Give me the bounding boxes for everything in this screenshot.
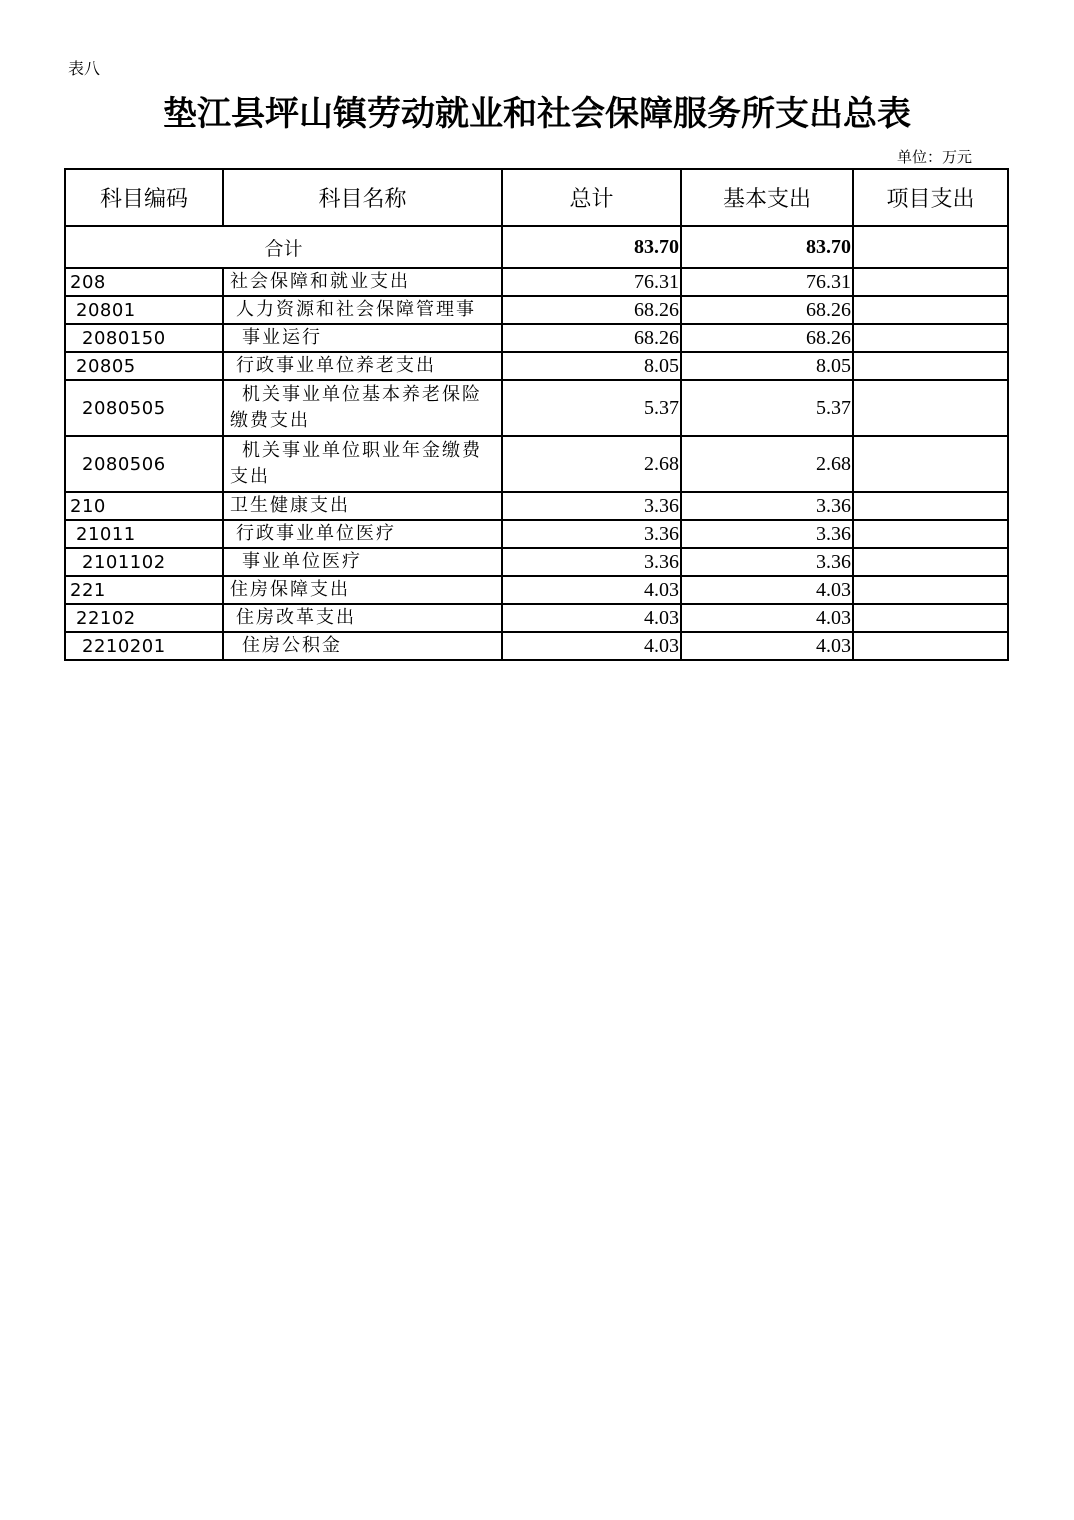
row-name: 社会保障和就业支出 [223, 268, 502, 296]
row-code: 20801 [65, 296, 223, 324]
row-code: 2210201 [65, 632, 223, 660]
header-code: 科目编码 [65, 169, 223, 226]
row-total: 2.68 [502, 436, 681, 492]
table-row [65, 324, 1008, 352]
total-row [65, 226, 1008, 268]
page-title: 垫江县坪山镇劳动就业和社会保障服务所支出总表 [163, 94, 911, 134]
row-code: 2080506 [65, 436, 223, 492]
table-row [65, 436, 1008, 492]
unit-label: 单位：万元 [896, 148, 972, 166]
row-code: 2080505 [65, 380, 223, 436]
header-basic: 基本支出 [681, 169, 853, 226]
row-name: 机关事业单位职业年金缴费支出 [223, 436, 502, 492]
table-row [65, 604, 1008, 632]
row-basic: 8.05 [681, 352, 853, 380]
row-total: 68.26 [502, 296, 681, 324]
total-label: 合计 [65, 226, 502, 268]
row-project [853, 296, 1008, 324]
row-name: 人力资源和社会保障管理事 [223, 296, 502, 324]
row-code: 208 [65, 268, 223, 296]
expenditure-table [64, 168, 1009, 661]
row-code: 2101102 [65, 548, 223, 576]
header-row [65, 169, 1008, 226]
row-project [853, 492, 1008, 520]
row-basic: 4.03 [681, 632, 853, 660]
row-project [853, 520, 1008, 548]
row-basic: 3.36 [681, 548, 853, 576]
table-row [65, 632, 1008, 660]
row-total: 4.03 [502, 604, 681, 632]
table-row [65, 268, 1008, 296]
row-name: 住房公积金 [223, 632, 502, 660]
row-name: 事业运行 [223, 324, 502, 352]
row-total: 5.37 [502, 380, 681, 436]
table-row [65, 520, 1008, 548]
row-total: 4.03 [502, 576, 681, 604]
row-name: 行政事业单位医疗 [223, 520, 502, 548]
row-project [853, 352, 1008, 380]
row-total: 3.36 [502, 548, 681, 576]
table-row [65, 380, 1008, 436]
row-total: 3.36 [502, 492, 681, 520]
row-total: 3.36 [502, 520, 681, 548]
row-name: 机关事业单位基本养老保险缴费支出 [223, 380, 502, 436]
row-project [853, 576, 1008, 604]
row-basic: 76.31 [681, 268, 853, 296]
table-row [65, 352, 1008, 380]
row-project [853, 436, 1008, 492]
row-code: 2080150 [65, 324, 223, 352]
row-project [853, 548, 1008, 576]
header-name: 科目名称 [223, 169, 502, 226]
row-project [853, 268, 1008, 296]
row-basic: 2.68 [681, 436, 853, 492]
row-total: 8.05 [502, 352, 681, 380]
header-project: 项目支出 [853, 169, 1008, 226]
table-row [65, 576, 1008, 604]
row-project [853, 632, 1008, 660]
row-code: 210 [65, 492, 223, 520]
table-number-label: 表八 [68, 59, 101, 78]
total-total: 83.70 [502, 226, 681, 268]
row-project [853, 380, 1008, 436]
row-basic: 5.37 [681, 380, 853, 436]
row-basic: 68.26 [681, 324, 853, 352]
row-basic: 4.03 [681, 576, 853, 604]
row-name: 事业单位医疗 [223, 548, 502, 576]
row-basic: 68.26 [681, 296, 853, 324]
row-total: 4.03 [502, 632, 681, 660]
row-name: 行政事业单位养老支出 [223, 352, 502, 380]
row-basic: 3.36 [681, 492, 853, 520]
row-name: 卫生健康支出 [223, 492, 502, 520]
row-code: 20805 [65, 352, 223, 380]
row-basic: 4.03 [681, 604, 853, 632]
row-code: 22102 [65, 604, 223, 632]
row-project [853, 324, 1008, 352]
row-basic: 3.36 [681, 520, 853, 548]
table-row [65, 492, 1008, 520]
total-basic: 83.70 [681, 226, 853, 268]
row-project [853, 604, 1008, 632]
row-name: 住房保障支出 [223, 576, 502, 604]
total-project [853, 226, 1008, 268]
table-row [65, 548, 1008, 576]
row-code: 21011 [65, 520, 223, 548]
row-name: 住房改革支出 [223, 604, 502, 632]
header-total: 总计 [502, 169, 681, 226]
table-row [65, 296, 1008, 324]
row-total: 76.31 [502, 268, 681, 296]
row-code: 221 [65, 576, 223, 604]
row-total: 68.26 [502, 324, 681, 352]
